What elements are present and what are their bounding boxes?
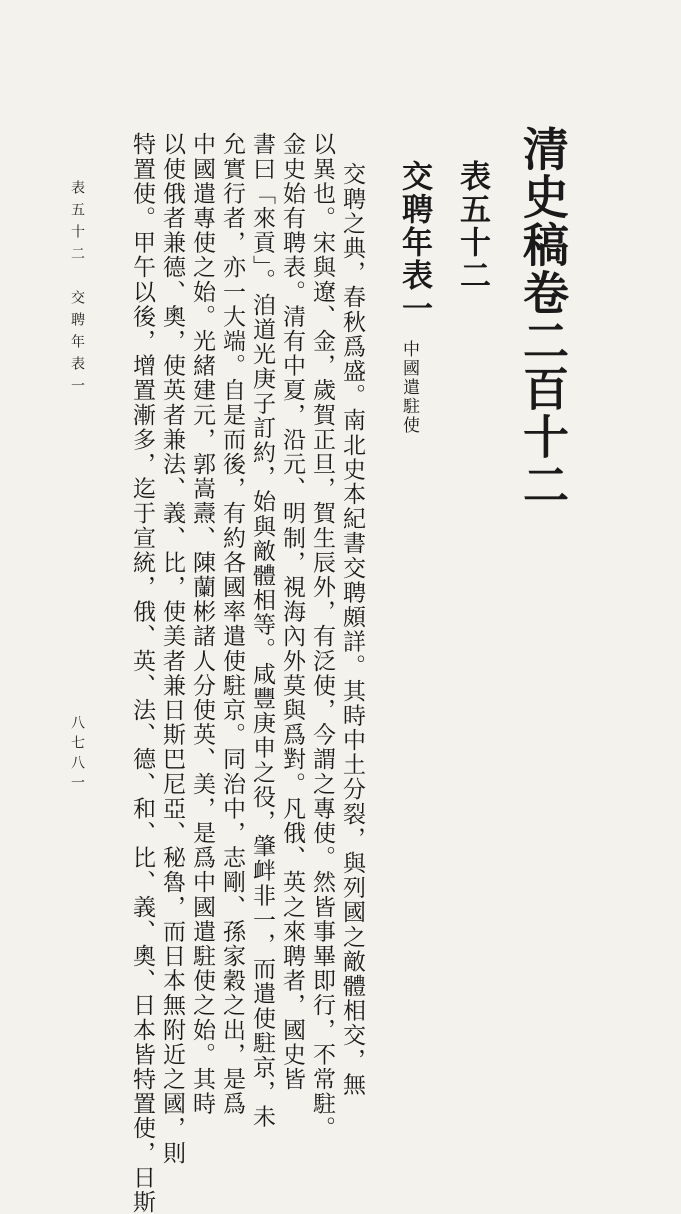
body-column-3: 金史始有聘表。清有中夏，沿元、明制，視海內外莫與爲對。凡俄、英之來聘者，國史皆 [279, 132, 305, 1092]
page-title: 清史稿卷二百十二 [516, 125, 570, 509]
section-subtitle: 交聘年表一 [396, 160, 432, 325]
body-column-1: 交聘之典，春秋爲盛。南北史本紀書交聘頗詳。其時中土分裂，與列國之敵體相交，無 [339, 162, 365, 1097]
body-column-8: 特置使。甲午以後，增置漸多，迄于宣統，俄、英、法、德、和、比、義、奧、日本皆特置使，日斯 [129, 132, 155, 1214]
running-head: 表五十二 交聘年表一 [69, 180, 85, 400]
page-number: 八七八一 [69, 715, 85, 795]
body-column-6: 中國遣專使之始。光緒建元，郭嵩燾、陳蘭彬諸人分使英、美，是爲中國遣駐使之始。其時 [189, 132, 215, 1116]
body-column-7: 以使俄者兼德、奧，使英者兼法、義、比，使美者兼日斯巴尼亞、秘魯，而日本無附近之國，則 [159, 132, 185, 1166]
body-column-5: 允實行者，亦一大端。自是而後，有約各國率遣使駐京。同治中，志剛、孫家穀之出，是爲 [219, 132, 245, 1116]
body-column-4: 書曰「來貢」。洎道光庚子訂約，始與敵體相等。咸豐庚申之役，肇衅非一，而遣使駐京，未 [249, 132, 275, 1130]
body-column-2: 以異也。宋與遼、金，歲賀正旦，賀生辰外，有泛使，今謂之專使。然皆事畢即行，不常駐。 [309, 132, 335, 1141]
section-subtitle-note: 中國遣駐使 [399, 340, 419, 435]
table-number: 表五十二 [454, 160, 490, 292]
